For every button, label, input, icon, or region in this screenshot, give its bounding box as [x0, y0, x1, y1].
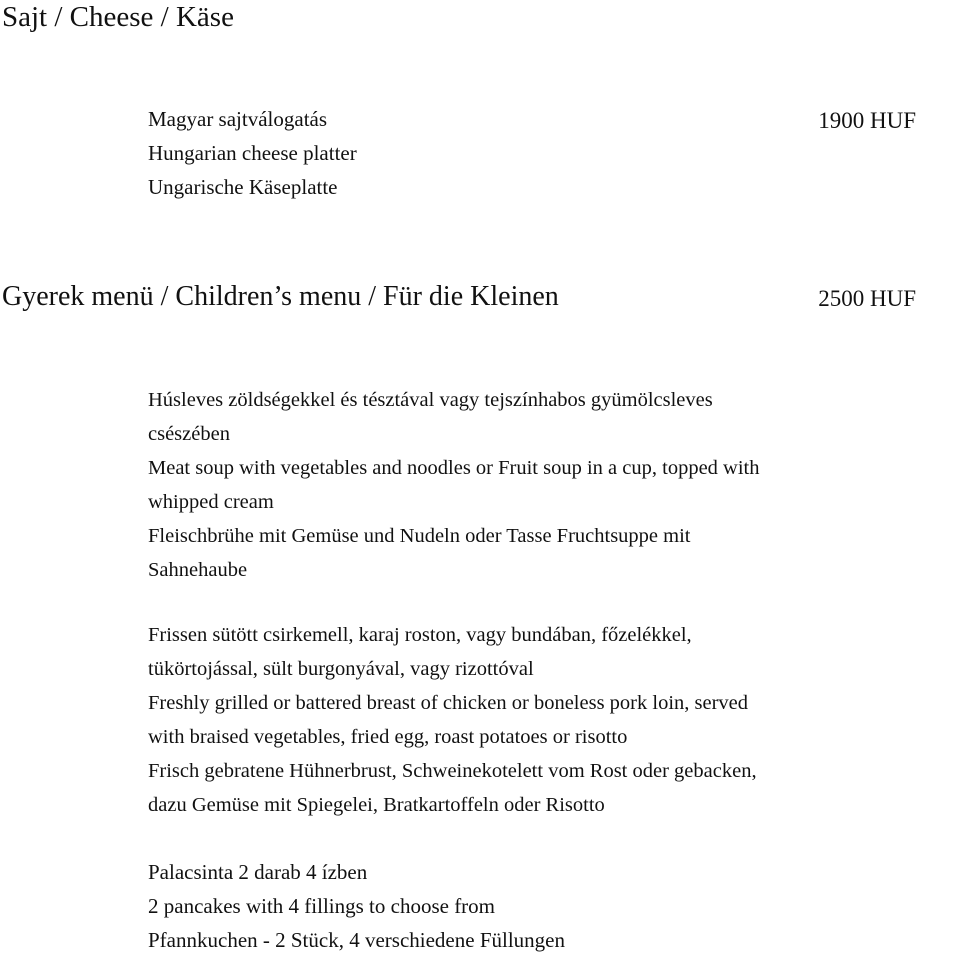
item-line-hu: Palacsinta 2 darab 4 ízben — [148, 860, 368, 884]
price-children-menu: 2500 HUF — [818, 286, 916, 311]
item-line-en-cont: with braised vegetables, fried egg, roast potatoes or risotto — [148, 726, 628, 748]
item-line-en: Meat soup with vegetables and noodles or Fruit soup in a cup, topped with — [148, 457, 760, 479]
item-line-hu: Magyar sajtválogatás — [148, 107, 328, 131]
item-line-hu-cont: tükörtojással, sült burgonyával, vagy rizottóval — [148, 658, 534, 680]
item-line-de-cont: Sahnehaube — [148, 559, 248, 581]
item-line-hu-cont: csészében — [148, 423, 230, 445]
item-line-en: Hungarian cheese platter — [148, 141, 357, 165]
menu-item-pancakes — [148, 855, 565, 957]
item-line-de: Pfannkuchen - 2 Stück, 4 verschiedene Füllungen — [148, 928, 565, 952]
price-cheese-platter: 1900 HUF — [818, 108, 916, 133]
menu-item-cheese-platter — [148, 102, 357, 204]
menu-item-soup — [148, 383, 760, 587]
item-line-en-cont: whipped cream — [148, 491, 274, 513]
item-line-de: Frisch gebratene Hühnerbrust, Schweinekotelett vom Rost oder gebacken, — [148, 760, 757, 782]
item-line-de-cont: dazu Gemüse mit Spiegelei, Bratkartoffeln oder Risotto — [148, 794, 605, 816]
item-line-de: Fleischbrühe mit Gemüse und Nudeln oder Tasse Fruchtsuppe mit — [148, 525, 691, 547]
item-line-en: Freshly grilled or battered breast of chicken or boneless pork loin, served — [148, 692, 749, 714]
item-line-de: Ungarische Käseplatte — [148, 175, 338, 199]
item-line-hu: Húsleves zöldségekkel és tésztával vagy tejszínhabos gyümölcsleves — [148, 389, 713, 411]
menu-item-main-course — [148, 618, 757, 822]
section-title-cheese: Sajt / Cheese / Käse — [2, 1, 234, 33]
section-title-children: Gyerek menü / Children’s menu / Für die Kleinen — [2, 281, 559, 312]
item-line-hu: Frissen sütött csirkemell, karaj roston, vagy bundában, főzelékkel, — [148, 624, 692, 646]
item-line-en: 2 pancakes with 4 fillings to choose from — [148, 894, 496, 918]
